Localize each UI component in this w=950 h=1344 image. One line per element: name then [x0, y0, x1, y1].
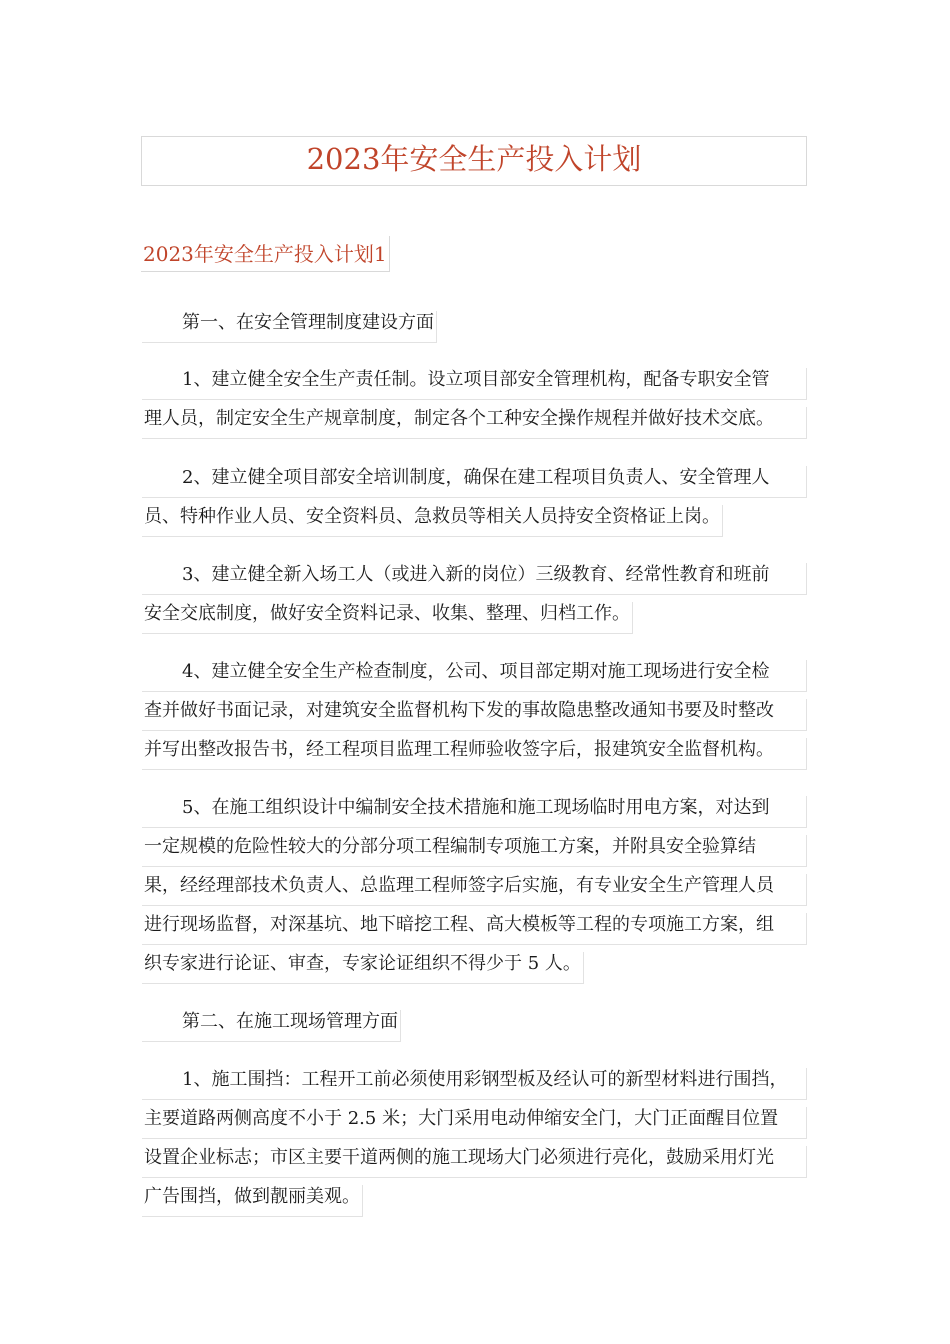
- paragraph-line: 3、建立健全新入场工人（或进入新的岗位）三级教育、经常性教育和班前: [142, 563, 807, 595]
- paragraph-line: 广告围挡，做到靓丽美观。: [142, 1185, 363, 1217]
- paragraph-line: 进行现场监督，对深基坑、地下暗挖工程、高大模板等工程的专项施工方案，组: [142, 913, 807, 945]
- paragraph-line: 设置企业标志；市区主要干道两侧的施工现场大门必须进行亮化，鼓励采用灯光: [142, 1146, 807, 1178]
- paragraph-line: 并写出整改报告书，经工程项目监理工程师验收签字后，报建筑安全监督机构。: [142, 738, 807, 770]
- paragraph-line: 查并做好书面记录，对建筑安全监督机构下发的事故隐患整改通知书要及时整改: [142, 699, 807, 731]
- paragraph-line: 4、建立健全安全生产检查制度，公司、项目部定期对施工现场进行安全检: [142, 660, 807, 692]
- paragraph-line: 1、建立健全安全生产责任制。设立项目部安全管理机构，配备专职安全管: [142, 368, 807, 400]
- paragraph-line: 果，经经理部技术负责人、总监理工程师签字后实施，有专业安全生产管理人员: [142, 874, 807, 906]
- paragraph-line: 安全交底制度，做好安全资料记录、收集、整理、归档工作。: [142, 602, 633, 634]
- paragraph-line: 理人员，制定安全生产规章制度，制定各个工种安全操作规程并做好技术交底。: [142, 407, 807, 439]
- section-heading: 2023年安全生产投入计划1: [141, 236, 390, 272]
- paragraph-line: 1、施工围挡：工程开工前必须使用彩钢型板及经认可的新型材料进行围挡，: [142, 1068, 807, 1100]
- paragraph-line: 主要道路两侧高度不小于 2.5 米；大门采用电动伸缩安全门，大门正面醒目位置: [142, 1107, 807, 1139]
- paragraph-line: 2、建立健全项目部安全培训制度，确保在建工程项目负责人、安全管理人: [142, 466, 807, 498]
- section-label-2: 第二、在施工现场管理方面: [142, 1010, 401, 1042]
- paragraph-line: 织专家进行论证、审查，专家论证组织不得少于 5 人。: [142, 952, 584, 984]
- paragraph-line: 员、特种作业人员、安全资料员、急救员等相关人员持安全资格证上岗。: [142, 505, 723, 537]
- paragraph-line: 5、在施工组织设计中编制安全技术措施和施工现场临时用电方案，对达到: [142, 796, 807, 828]
- paragraph-line: 一定规模的危险性较大的分部分项工程编制专项施工方案，并附具安全验算结: [142, 835, 807, 867]
- document-title: 2023年安全生产投入计划: [141, 136, 807, 186]
- section-label-1: 第一、在安全管理制度建设方面: [142, 311, 437, 343]
